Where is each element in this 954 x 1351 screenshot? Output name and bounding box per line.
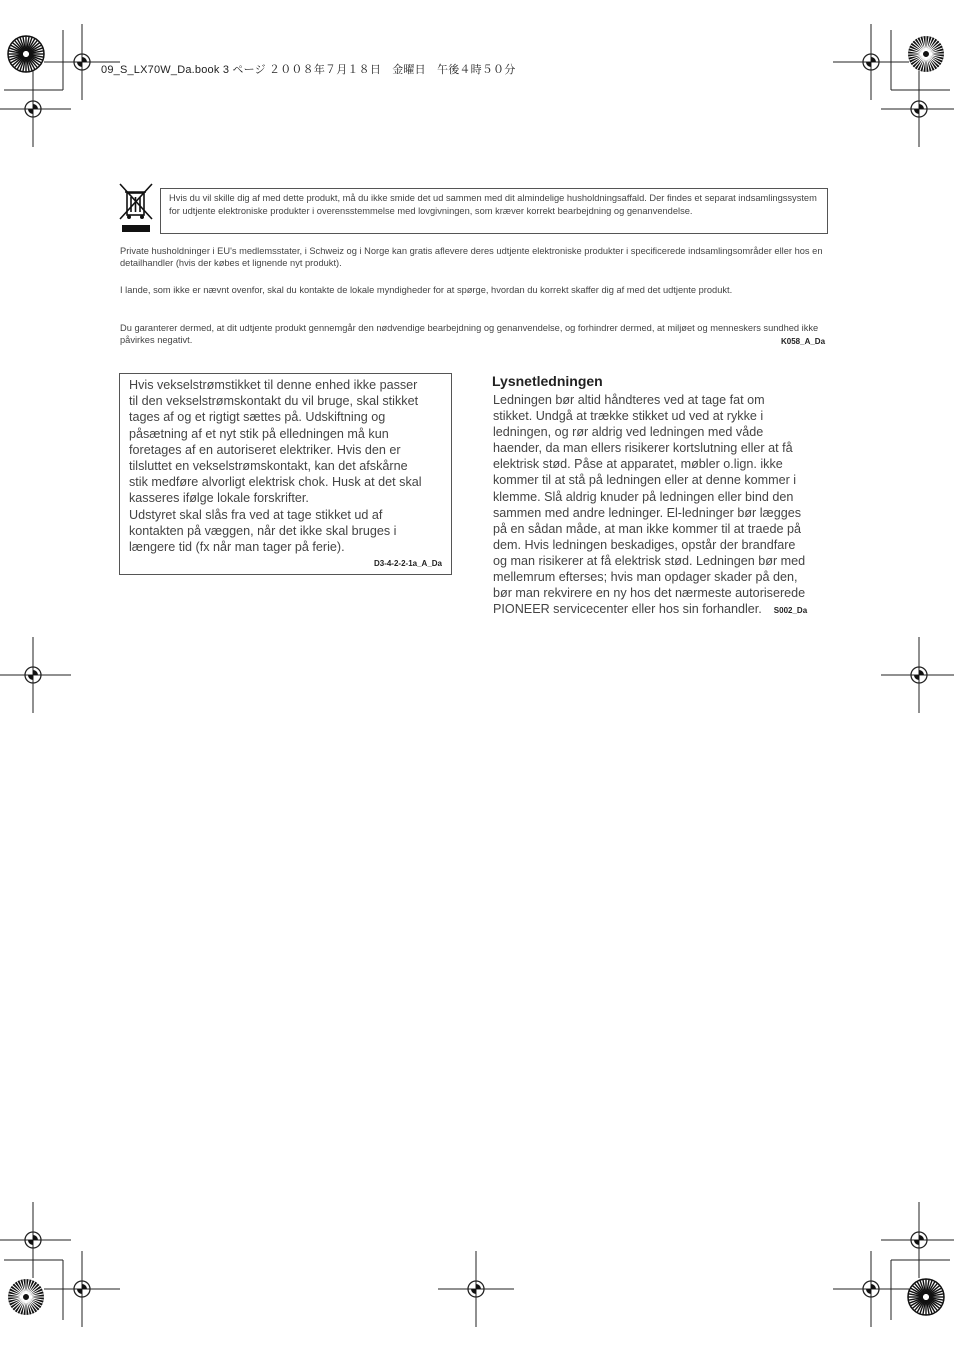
- starburst-mark: [905, 1276, 947, 1318]
- warning-code: D3-4-2-2-1a_A_Da: [373, 559, 442, 569]
- weee-paragraph-1: Private husholdninger i EU's medlemsstater, i Schweiz og i Norge kan gratis aflevere deres udtjente elektroniske produkter i specificerede indsamlingsområder eller hos en detailhandler (hvis der købes et lignende nyt produkt).: [120, 246, 823, 269]
- last-line-text: PIONEER servicecenter eller hos sin forhandler.: [493, 602, 762, 617]
- power-cord-code: S002_Da: [773, 606, 808, 616]
- warning-line: Udstyret skal slås fra ved at tage stikket ud af: [129, 507, 383, 522]
- warning-line: længere tid (fx når man tager på ferie).: [129, 540, 345, 555]
- weee-notice-text: Hvis du vil skille dig af med dette produkt, må du ikke smide det ud sammen med dit almindelige husholdningsaffald. Der findes et separat indsamlingssystem for udtjente elektroniske produkter i overensstemmelse med lovgivningen, som kræver korrekt bearbejdning og genanvendelse.: [169, 193, 817, 216]
- warning-line: Hvis vekselstrømstikket til denne enhed ikke passer: [129, 378, 418, 392]
- body-line: sammen med andre ledninger. El-ledninger bør lægges: [493, 505, 802, 520]
- weee-code: K058_A_Da: [781, 337, 826, 346]
- weee-paragraph-2: I lande, som ikke er nævnt ovenfor, skal du kontakte de lokale myndigheder for at spørge, hvordan du korrekt skaffer dig af med det udtjente produkt.: [120, 285, 733, 295]
- registration-crosshair-icon: [42, 1249, 122, 1329]
- warning-line: til den vekselstrømskontakt du vil bruge, skal stikket: [129, 394, 419, 409]
- weee-paragraph-3: Du garanterer dermed, at dit udtjente produkt gennemgår den nødvendige bearbejdning og genanvendelse, og forhindrer dermed, at miljøet og menneskers sundhed ikke påvirkes negativt.: [120, 323, 819, 346]
- section-title: Lysnetledningen: [492, 373, 603, 389]
- warning-line: stik medføre alvorligt elektrisk chok. Husk at det skal: [129, 475, 422, 490]
- warning-line: kontakten på væggen, når det ikke skal bruges i: [129, 523, 397, 538]
- warning-line: tilsluttet en vekselstrømskontakt, kan det afskårne: [129, 459, 408, 474]
- body-line: elektrisk stød. Påse at apparatet, møbler o.lign. ikke: [493, 457, 783, 472]
- body-line: på en sådan måde, at man ikke kommer til at traede på: [493, 521, 802, 536]
- body-line: bør man rekvirere en ny hos det nærmeste autoriserede: [493, 586, 806, 601]
- warning-line: påsætning af et nyt stik på elledningen må kun: [129, 426, 389, 441]
- registration-crosshair-icon: [436, 1249, 516, 1329]
- body-line: ledningen, og rør aldrig ved ledningen med våde: [493, 425, 764, 440]
- warning-line: kasseres ifølge lokale forskrifter.: [129, 491, 309, 506]
- body-line: kommer til at stå på ledningen eller at denne kommer i: [493, 473, 797, 488]
- body-line: Ledningen bør altid håndteres ved at tage fat om: [493, 393, 765, 407]
- print-header: 09_S_LX70W_Da.book 3 ページ ２００８年７月１８日 金曜日 午後４時５０分: [101, 64, 516, 76]
- body-line: mellemrum efterses; hvis man opdager skader på den,: [493, 570, 798, 585]
- warning-line: tages af og et rigtigt sættes på. Udskiftning og: [129, 410, 386, 425]
- warning-line: foretages af en autoriseret elektriker. Hvis den er: [129, 442, 401, 457]
- starburst-mark: [5, 1276, 47, 1318]
- body-line: stikket. Undgå at trække stikket ud ved at rykke i: [493, 409, 764, 424]
- registration-crosshair-icon: [0, 69, 73, 149]
- registration-crosshair-icon: [831, 1249, 911, 1329]
- body-line: haender, da man ellers risikerer kortslutning eller at få: [493, 441, 793, 456]
- registration-crosshair-icon: [879, 69, 954, 149]
- body-line: dem. Hvis ledningen beskadiges, opstår der brandfare: [493, 537, 796, 552]
- registration-crosshair-icon: [0, 635, 73, 715]
- registration-crosshair-icon: [879, 635, 954, 715]
- body-line: og man risikerer at få elektrisk stød. Ledningen bør med: [493, 553, 806, 568]
- body-line: klemme. Slå aldrig knuder på ledningen eller bind den: [493, 489, 794, 504]
